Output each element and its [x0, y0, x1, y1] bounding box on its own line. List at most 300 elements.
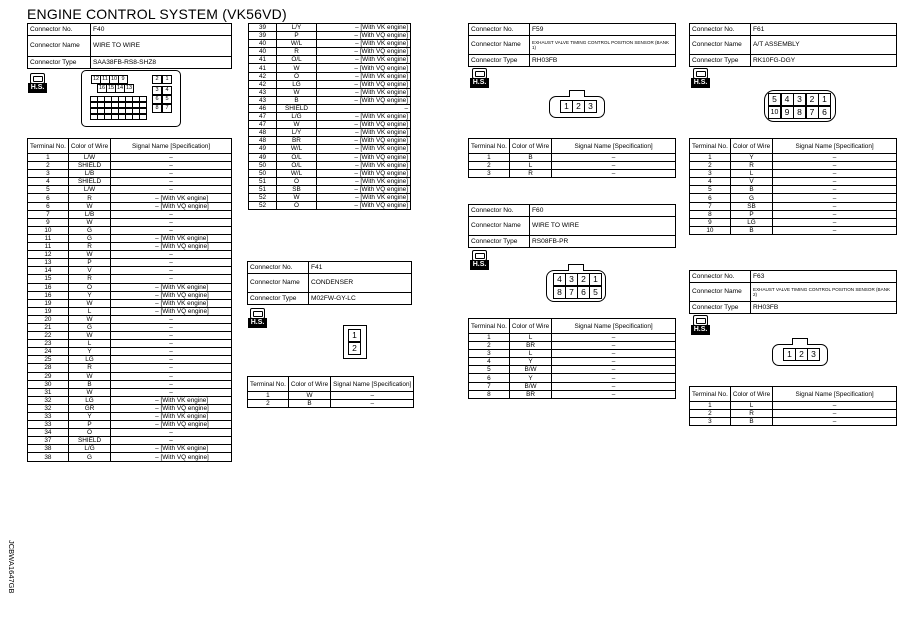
f59-pin-1: 1 [560, 100, 573, 113]
terminal-no: 3 [28, 170, 69, 178]
f61-pin: 2 [806, 93, 819, 106]
f41-terminal-table [247, 376, 414, 408]
signal-name: – [111, 323, 232, 331]
table-row [249, 137, 411, 145]
terminal-no: 29 [28, 372, 69, 380]
wire-color: W [68, 388, 110, 396]
table-row [28, 194, 232, 202]
terminal-no: 24 [28, 348, 69, 356]
terminal-no: 8 [690, 210, 731, 218]
table-row [690, 154, 897, 162]
wire-color: LG [730, 218, 772, 226]
terminal-no: 21 [28, 323, 69, 331]
wire-color: L/B [68, 210, 110, 218]
f59-pin-3: 3 [584, 100, 597, 113]
table-row [469, 334, 676, 342]
f61-pin: 7 [806, 106, 819, 119]
terminal-no: 11 [28, 234, 69, 242]
terminal-no: 7 [690, 202, 731, 210]
wire-color: SHIELD [277, 104, 317, 112]
terminal-no: 4 [28, 178, 69, 186]
f41-terminal-rows [248, 392, 414, 408]
connector-type-label: Connector Type [690, 302, 751, 314]
connector-no-label: Connector No. [28, 24, 91, 36]
terminal-no: 9 [690, 218, 731, 226]
signal-name-header: Signal Name [Specification] [111, 139, 232, 154]
signal-name: – [773, 202, 897, 210]
signal-name: – [With VK engine] [111, 445, 232, 453]
wire-color: LG [68, 356, 110, 364]
wire-color: L [509, 162, 551, 170]
signal-name: – [773, 186, 897, 194]
terminal-no: 5 [469, 366, 510, 374]
wire-color: B [509, 154, 551, 162]
terminal-no-header: Terminal No. [28, 139, 69, 154]
table-row [249, 64, 411, 72]
wire-color: W [68, 332, 110, 340]
signal-name: – [773, 226, 897, 234]
connector-name-label: Connector Name [28, 36, 91, 57]
terminal-no: 5 [690, 186, 731, 194]
wire-color: B/W [509, 382, 551, 390]
signal-name: – [111, 259, 232, 267]
terminal-no: 16 [28, 283, 69, 291]
wire-color: Y [509, 374, 551, 382]
wire-color: B [730, 186, 772, 194]
terminal-no: 2 [469, 162, 510, 170]
f63-pin-2: 2 [795, 348, 808, 361]
terminal-no: 42 [249, 72, 277, 80]
terminal-no: 22 [28, 332, 69, 340]
f63-connector-type: RH03FB [751, 302, 897, 314]
table-row [28, 437, 232, 445]
table-row [249, 104, 411, 112]
f40-pin: 1 [162, 75, 172, 84]
terminal-no: 10 [28, 226, 69, 234]
signal-name: – [773, 418, 897, 426]
wire-color: L/W [68, 186, 110, 194]
f40-pin: 7 [162, 104, 172, 113]
terminal-no: 42 [249, 80, 277, 88]
table-row [249, 129, 411, 137]
terminal-no: 38 [28, 453, 69, 461]
signal-name: – [111, 372, 232, 380]
table-row [28, 388, 232, 396]
f61-pin: 10 [768, 106, 781, 119]
wire-color: O [68, 429, 110, 437]
wire-color: G [68, 226, 110, 234]
terminal-no: 50 [249, 169, 277, 177]
signal-name: – [With VQ engine] [317, 153, 411, 161]
f61-pin: 8 [793, 106, 806, 119]
f63-terminal-table [689, 386, 897, 426]
terminal-no: 2 [690, 162, 731, 170]
harness-side-icon: H.S. [691, 68, 710, 89]
signal-name: – [With VQ engine] [317, 169, 411, 177]
wire-color: R [730, 410, 772, 418]
terminal-no-header: Terminal No. [469, 139, 510, 154]
signal-name: – [With VQ engine] [317, 32, 411, 40]
f60-terminal-rows [469, 334, 676, 399]
signal-name: – [With VK engine] [317, 24, 411, 32]
terminal-no: 48 [249, 137, 277, 145]
wire-color: P [277, 32, 317, 40]
signal-name: – [552, 162, 676, 170]
table-row [690, 402, 897, 410]
f63-pin-3: 3 [807, 348, 820, 361]
wire-color: P [68, 259, 110, 267]
wire-color: R [509, 170, 551, 178]
f61-pin: 4 [781, 93, 794, 106]
table-row [249, 32, 411, 40]
signal-name: – [With VK engine] [317, 129, 411, 137]
wire-color: G [730, 194, 772, 202]
signal-name: – [With VQ engine] [111, 243, 232, 251]
f60-pin: 8 [553, 286, 566, 299]
terminal-no: 3 [690, 418, 731, 426]
f40-terminal-table-continued [248, 23, 411, 210]
signal-name: – [With VQ engine] [111, 307, 232, 315]
wire-color: O [277, 72, 317, 80]
table-row [28, 445, 232, 453]
table-row [469, 162, 676, 170]
signal-name: – [With VK engine] [317, 40, 411, 48]
color-of-wire-header: Color of Wire [730, 387, 772, 402]
wire-color: L [509, 350, 551, 358]
signal-name: – [111, 226, 232, 234]
table-row [28, 372, 232, 380]
signal-name: – [With VQ engine] [317, 185, 411, 193]
table-row [28, 275, 232, 283]
signal-name: – [111, 340, 232, 348]
f59-terminal-rows [469, 154, 676, 178]
terminal-no: 47 [249, 121, 277, 129]
terminal-no: 39 [249, 32, 277, 40]
table-row [249, 169, 411, 177]
wire-color: O [277, 177, 317, 185]
signal-name: – [With VK engine] [317, 88, 411, 96]
table-row [690, 210, 897, 218]
signal-name: – [552, 350, 676, 358]
table-row [28, 186, 232, 194]
table-row [469, 366, 676, 374]
table-row [28, 307, 232, 315]
f61-pin: 6 [818, 106, 831, 119]
f41-connector-no: F41 [309, 262, 412, 274]
wire-color: R [68, 364, 110, 372]
f59-terminal-table [468, 138, 676, 178]
connector-no-label: Connector No. [469, 205, 530, 217]
wire-color: GR [68, 404, 110, 412]
table-row [690, 202, 897, 210]
f60-pin: 3 [565, 273, 578, 286]
wire-color: O [68, 283, 110, 291]
f40-pin: 12 [92, 76, 100, 82]
table-row [469, 374, 676, 382]
terminal-no: 23 [28, 340, 69, 348]
wire-color: R [68, 194, 110, 202]
f40-pin: 2 [152, 75, 162, 84]
terminal-no: 3 [690, 170, 731, 178]
table-row [28, 234, 232, 242]
f40-pin: 5 [162, 95, 172, 104]
harness-side-icon: H.S. [691, 315, 710, 336]
connector-name-label: Connector Name [469, 217, 530, 236]
wire-color: B [288, 400, 330, 408]
table-row [248, 400, 414, 408]
wire-color: V [68, 267, 110, 275]
signal-name: – [With VQ engine] [317, 137, 411, 145]
signal-name: – [773, 178, 897, 186]
f63-connector-name: EXHAUST VALVE TIMING CONTROL POSITION SENSOR (BANK 2) [751, 283, 897, 302]
connector-name-label: Connector Name [248, 274, 309, 293]
wire-color: B [68, 380, 110, 388]
f60-connector-latch [568, 264, 584, 271]
signal-name: – [552, 358, 676, 366]
harness-side-icon: H.S. [248, 308, 267, 329]
terminal-no: 2 [248, 400, 289, 408]
wire-color: W/L [277, 40, 317, 48]
signal-name: – [111, 267, 232, 275]
terminal-no: 3 [469, 350, 510, 358]
table-row [28, 218, 232, 226]
f60-connector-type: RS08FB-PR [530, 236, 676, 248]
wire-color: W [277, 64, 317, 72]
terminal-no: 9 [28, 218, 69, 226]
terminal-no: 7 [28, 210, 69, 218]
f40-pin: 15 [107, 85, 115, 91]
wire-color: W [68, 299, 110, 307]
terminal-no: 1 [469, 334, 510, 342]
signal-name: – [With VQ engine] [111, 453, 232, 461]
table-row [28, 162, 232, 170]
signal-name: – [111, 437, 232, 445]
wire-color: L/W [68, 154, 110, 162]
signal-name: – [With VK engine] [111, 234, 232, 242]
terminal-no: 6 [690, 194, 731, 202]
wire-color: SB [277, 185, 317, 193]
connector-type-label: Connector Type [28, 57, 91, 69]
wire-color: P [730, 210, 772, 218]
signal-name: – [111, 380, 232, 388]
signal-name: – [317, 104, 411, 112]
signal-name: – [111, 356, 232, 364]
terminal-no: 5 [28, 186, 69, 194]
color-of-wire-header: Color of Wire [288, 377, 330, 392]
connector-no-label: Connector No. [248, 262, 309, 274]
f60-info-table [468, 204, 676, 248]
signal-name: – [With VK engine] [317, 56, 411, 64]
table-row [28, 259, 232, 267]
terminal-no: 15 [28, 275, 69, 283]
table-row [690, 418, 897, 426]
wire-color: O/L [277, 153, 317, 161]
table-row [690, 162, 897, 170]
wire-color: W [277, 193, 317, 201]
terminal-no: 41 [249, 56, 277, 64]
table-row [690, 218, 897, 226]
f60-terminal-table [468, 318, 676, 399]
signal-name: – [With VK engine] [111, 299, 232, 307]
table-row [248, 392, 414, 400]
wire-color: O [277, 202, 317, 210]
f61-pin: 1 [818, 93, 831, 106]
table-row [28, 267, 232, 275]
signal-name: – [With VQ engine] [111, 404, 232, 412]
f40-connector-type: SAA38FB-RS8-SHZ8 [91, 57, 232, 69]
wire-color: B [730, 226, 772, 234]
signal-name: – [With VQ engine] [317, 80, 411, 88]
signal-name: – [552, 334, 676, 342]
f40-pin: 3 [152, 86, 162, 95]
table-row [28, 251, 232, 259]
signal-name-header: Signal Name [Specification] [773, 139, 897, 154]
terminal-no: 13 [28, 259, 69, 267]
terminal-no-header: Terminal No. [469, 319, 510, 334]
wire-color: L [730, 170, 772, 178]
table-row [28, 210, 232, 218]
f40-pin: 6 [152, 95, 162, 104]
f60-pin: 7 [565, 286, 578, 299]
wire-color: O/L [277, 56, 317, 64]
harness-side-icon: H.S. [28, 73, 47, 94]
wire-color: BR [509, 390, 551, 398]
terminal-no: 6 [28, 202, 69, 210]
table-row [249, 56, 411, 64]
table-row [28, 332, 232, 340]
table-row [249, 177, 411, 185]
terminal-no: 50 [249, 161, 277, 169]
wire-color: G [68, 453, 110, 461]
wire-color: W/L [277, 169, 317, 177]
f40-pin: 10 [110, 76, 118, 82]
terminal-no: 33 [28, 421, 69, 429]
wire-color: L/B [68, 170, 110, 178]
signal-name: – [With VQ engine] [317, 96, 411, 104]
f40-connector-name: WIRE TO WIRE [91, 36, 232, 57]
table-row [28, 413, 232, 421]
signal-name: – [773, 170, 897, 178]
table-row [28, 178, 232, 186]
terminal-no: 1 [28, 154, 69, 162]
terminal-no: 4 [690, 178, 731, 186]
table-row [249, 153, 411, 161]
signal-name: – [With VK engine] [317, 145, 411, 153]
terminal-no: 43 [249, 88, 277, 96]
harness-side-icon: H.S. [470, 68, 489, 89]
f40-pin: 16 [98, 85, 106, 91]
color-of-wire-header: Color of Wire [730, 139, 772, 154]
signal-name: – [With VK engine] [111, 396, 232, 404]
connector-no-label: Connector No. [690, 271, 751, 283]
signal-name-header: Signal Name [Specification] [552, 139, 676, 154]
terminal-no: 3 [469, 170, 510, 178]
table-row [249, 121, 411, 129]
f40-pin: 11 [100, 75, 110, 84]
signal-name: – [With VQ engine] [111, 202, 232, 210]
f59-connector-type: RH03FB [530, 55, 676, 67]
connector-no-label: Connector No. [469, 24, 530, 36]
terminal-no: 49 [249, 153, 277, 161]
harness-side-icon: H.S. [470, 250, 489, 271]
wire-color: W [68, 218, 110, 226]
table-row [249, 202, 411, 210]
table-row [249, 96, 411, 104]
signal-name: – [With VK engine] [317, 177, 411, 185]
wire-color: BR [277, 137, 317, 145]
wire-color: R [277, 48, 317, 56]
wire-color: W [68, 202, 110, 210]
table-row [28, 356, 232, 364]
signal-name: – [111, 162, 232, 170]
table-row [469, 170, 676, 178]
signal-name: – [With VK engine] [317, 193, 411, 201]
table-row [28, 154, 232, 162]
table-row [690, 170, 897, 178]
wire-color: Y [68, 413, 110, 421]
f40-pin: 8 [152, 104, 162, 113]
signal-name: – [331, 400, 414, 408]
terminal-no: 37 [28, 437, 69, 445]
signal-name: – [773, 194, 897, 202]
terminal-no: 41 [249, 64, 277, 72]
terminal-no-header: Terminal No. [248, 377, 289, 392]
signal-name: – [552, 374, 676, 382]
f41-pin-2: 2 [348, 342, 361, 355]
table-row [249, 193, 411, 201]
f63-terminal-rows [690, 402, 897, 426]
terminal-no: 1 [690, 402, 731, 410]
wire-color: W [68, 315, 110, 323]
f61-pin: 3 [793, 93, 806, 106]
table-row [469, 382, 676, 390]
table-row [249, 88, 411, 96]
signal-name: – [773, 154, 897, 162]
f60-pin: 4 [553, 273, 566, 286]
signal-name-header: Signal Name [Specification] [331, 377, 414, 392]
table-row [28, 396, 232, 404]
f40-info-table [27, 23, 232, 69]
color-of-wire-header: Color of Wire [68, 139, 110, 154]
f40-terminal-table [27, 138, 232, 462]
signal-name: – [552, 170, 676, 178]
terminal-no: 20 [28, 315, 69, 323]
connector-name-label: Connector Name [690, 36, 751, 55]
f61-terminal-table [689, 138, 897, 235]
table-row [28, 226, 232, 234]
wire-color: R [68, 275, 110, 283]
terminal-no: 40 [249, 40, 277, 48]
terminal-no: 1 [248, 392, 289, 400]
terminal-no-header: Terminal No. [690, 387, 731, 402]
terminal-no: 4 [469, 358, 510, 366]
signal-name: – [111, 388, 232, 396]
table-row [249, 40, 411, 48]
wire-color: B/W [509, 366, 551, 374]
table-row [28, 202, 232, 210]
terminal-no: 40 [249, 48, 277, 56]
page-title: ENGINE CONTROL SYSTEM (VK56VD) [27, 6, 287, 22]
signal-name: – [111, 332, 232, 340]
wire-color: O/L [277, 161, 317, 169]
wire-color: B [277, 96, 317, 104]
table-row [690, 194, 897, 202]
f63-connector-latch [792, 338, 808, 345]
f63-pin-1: 1 [783, 348, 796, 361]
f60-connector-name: WIRE TO WIRE [530, 217, 676, 236]
f40-continued-rows [249, 24, 411, 210]
terminal-no: 19 [28, 307, 69, 315]
